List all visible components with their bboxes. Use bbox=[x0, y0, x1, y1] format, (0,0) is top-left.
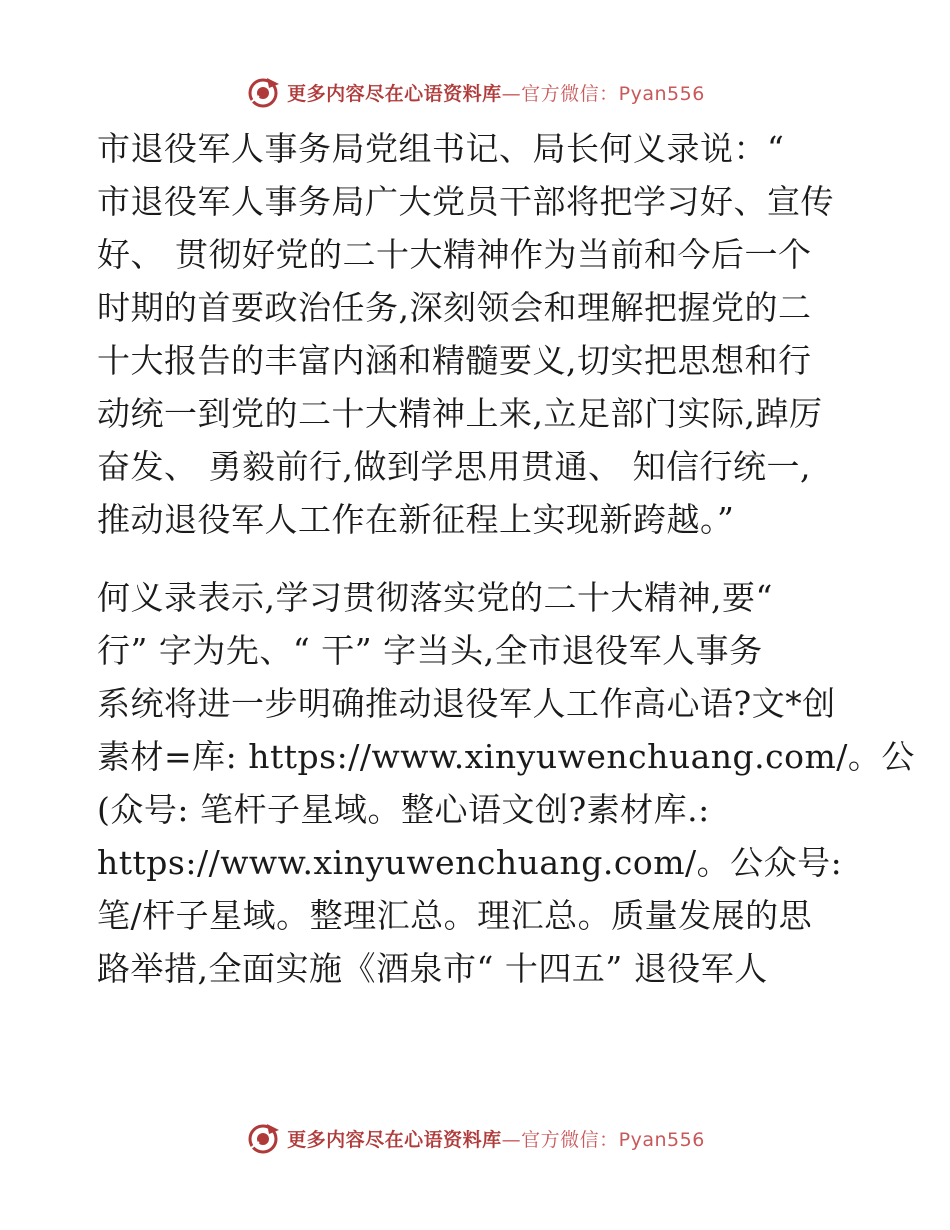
text-line: 何义录表示,学习贯彻落实党的二十大精神,要“ bbox=[97, 578, 773, 617]
document-body bbox=[97, 122, 915, 995]
footer-banner-text bbox=[287, 1125, 705, 1152]
text-line: 奋发、 勇毅前行,做到学思用贯通、 知信行统一, bbox=[97, 447, 811, 486]
text-line: 动统一到党的二十大精神上来,立足部门实际,踔厉 bbox=[97, 394, 823, 433]
footer-site-text: 更多内容尽在心语资料库 bbox=[287, 1128, 502, 1151]
header-banner-text bbox=[287, 79, 705, 106]
text-line: 笔/杆子星域。整理汇总。理汇总。质量发展的思 bbox=[97, 896, 813, 935]
text-line: 市退役军人事务局广大党员干部将把学习好、宣传 bbox=[97, 182, 834, 221]
text-line: 好、 贯彻好党的二十大精神作为当前和今后一个 bbox=[97, 235, 812, 274]
header-site-text: 更多内容尽在心语资料库 bbox=[287, 82, 502, 105]
footer-banner bbox=[0, 1118, 950, 1158]
paragraph-1 bbox=[97, 122, 857, 546]
text-line: 素材=库: https://www.xinyuwenchuang.com/。公 bbox=[97, 737, 915, 776]
text-line: 系统将进一步明确推动退役军人工作高心语?文*创 bbox=[97, 684, 836, 723]
header-wechat-text: —官方微信：Pyan556 bbox=[501, 82, 705, 105]
logo-icon bbox=[245, 1120, 281, 1156]
header-banner bbox=[0, 72, 950, 112]
paragraph-spacer bbox=[97, 546, 857, 571]
text-line: 行” 字为先、“ 干” 字当头,全市退役军人事务 bbox=[97, 631, 763, 670]
footer-wechat-text: —官方微信：Pyan556 bbox=[501, 1128, 705, 1151]
text-line: (众号: 笔杆子星域。整心语文创?素材库.: bbox=[97, 790, 710, 829]
logo-icon bbox=[245, 74, 281, 110]
text-line: https://www.xinyuwenchuang.com/。公众号: bbox=[97, 843, 843, 882]
text-line: 时期的首要政治任务,深刻领会和理解把握党的二 bbox=[97, 288, 812, 327]
paragraph-2 bbox=[97, 571, 915, 995]
text-line: 推动退役军人工作在新征程上实现新跨越。” bbox=[97, 500, 735, 539]
text-line: 路举措,全面实施《酒泉市“ 十四五” 退役军人 bbox=[97, 949, 768, 988]
text-line: 十大报告的丰富内涵和精髓要义,切实把思想和行 bbox=[97, 341, 812, 380]
text-line: 市退役军人事务局党组书记、局长何义录说：“ bbox=[97, 129, 785, 168]
